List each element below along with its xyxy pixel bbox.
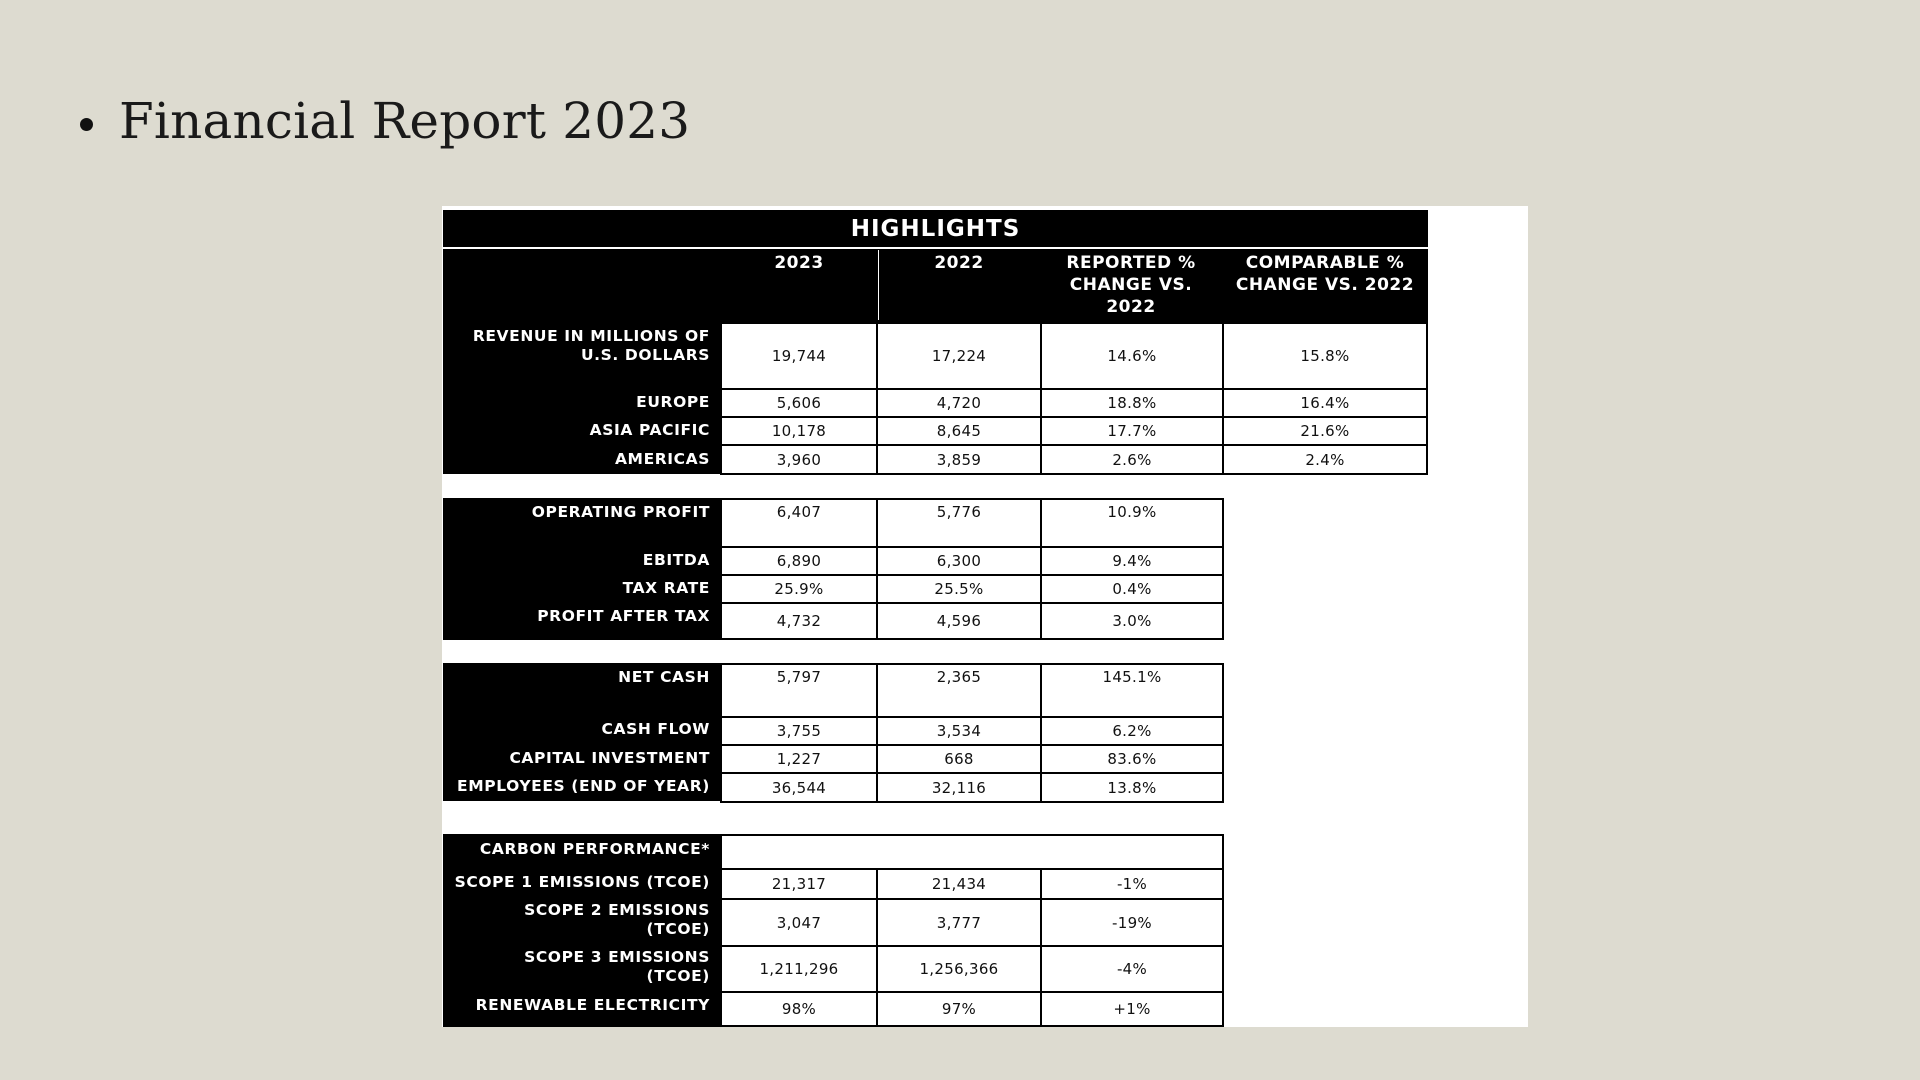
row-label: EBITDA <box>642 551 710 569</box>
table-cell: 3,047 <box>720 898 878 947</box>
row-label: RENEWABLE ELECTRICITY <box>475 996 710 1014</box>
table-cell: 32,116 <box>876 772 1042 803</box>
table-cell: 8,645 <box>876 416 1042 446</box>
table-cell: 1,227 <box>720 744 878 774</box>
row-label: CASH FLOW <box>601 720 710 738</box>
table-cell: 5,797 <box>720 663 878 718</box>
table-cell: 2,365 <box>876 663 1042 718</box>
table-cell: +1% <box>1040 991 1224 1027</box>
table-cell: 18.8% <box>1040 388 1224 418</box>
row-label: OPERATING PROFIT <box>531 503 710 521</box>
table-cell: 19,744 <box>720 322 878 390</box>
row-label: EMPLOYEES (END OF YEAR) <box>457 777 710 795</box>
table-cell: 0.4% <box>1040 574 1224 604</box>
table-cell: 145.1% <box>1040 663 1224 718</box>
row-label: CARBON PERFORMANCE* <box>479 840 710 858</box>
column-header: COMPARABLE % CHANGE VS. 2022 <box>1235 253 1415 295</box>
table-cell: -1% <box>1040 868 1224 900</box>
table-cell: 25.5% <box>876 574 1042 604</box>
carbon-blank-cell <box>720 834 1224 870</box>
table-cell: 16.4% <box>1222 388 1428 418</box>
table-cell: 15.8% <box>1222 322 1428 390</box>
column-header: REPORTED % CHANGE VS. 2022 <box>1066 253 1196 317</box>
column-header: 2022 <box>934 253 984 273</box>
row-label: SCOPE 2 EMISSIONS (TCOE) <box>524 901 710 938</box>
table-cell: 3.0% <box>1040 602 1224 640</box>
row-label: PROFIT AFTER TAX <box>537 607 710 625</box>
row-label: NET CASH <box>618 668 710 686</box>
table-cell: 4,596 <box>876 602 1042 640</box>
row-label: SCOPE 3 EMISSIONS (TCOE) <box>524 948 710 985</box>
table-cell: 36,544 <box>720 772 878 803</box>
row-label: EUROPE <box>636 393 710 411</box>
table-cell: 3,534 <box>876 716 1042 746</box>
table-cell: 10.9% <box>1040 498 1224 548</box>
slide-title-row <box>80 92 690 150</box>
table-cell: 1,211,296 <box>720 945 878 993</box>
table-cell: 6,407 <box>720 498 878 548</box>
table-cell: 3,859 <box>876 444 1042 475</box>
table-cell: 6,300 <box>876 546 1042 576</box>
table-cell: 21,317 <box>720 868 878 900</box>
table-cell: 3,960 <box>720 444 878 475</box>
table-cell: 97% <box>876 991 1042 1027</box>
table-cell: 668 <box>876 744 1042 774</box>
table-cell: 25.9% <box>720 574 878 604</box>
table-cell: 3,755 <box>720 716 878 746</box>
table-cell: 5,776 <box>876 498 1042 548</box>
page-title: Financial Report 2023 <box>119 92 691 150</box>
table-cell: 98% <box>720 991 878 1027</box>
column-header: 2023 <box>774 253 824 273</box>
table-cell: 10,178 <box>720 416 878 446</box>
table-cell: 14.6% <box>1040 322 1224 390</box>
table-cell: -4% <box>1040 945 1224 993</box>
row-label: REVENUE IN MILLIONS OF U.S. DOLLARS <box>472 327 710 364</box>
table-cell: 83.6% <box>1040 744 1224 774</box>
header-divider <box>443 247 1428 249</box>
table-cell: 17,224 <box>876 322 1042 390</box>
table-heading: HIGHLIGHTS <box>443 210 1428 248</box>
bullet-icon <box>80 118 93 131</box>
table-cell: 6.2% <box>1040 716 1224 746</box>
table-cell: 13.8% <box>1040 772 1224 803</box>
table-cell: 2.4% <box>1222 444 1428 475</box>
table-cell: 4,732 <box>720 602 878 640</box>
header-separator <box>878 250 879 320</box>
table-cell: 3,777 <box>876 898 1042 947</box>
table-cell: 21,434 <box>876 868 1042 900</box>
row-label: SCOPE 1 EMISSIONS (TCOE) <box>454 873 710 891</box>
table-cell: 6,890 <box>720 546 878 576</box>
table-cell: 2.6% <box>1040 444 1224 475</box>
row-label: TAX RATE <box>622 579 710 597</box>
row-label: ASIA PACIFIC <box>589 421 710 439</box>
table-cell: -19% <box>1040 898 1224 947</box>
table-cell: 4,720 <box>876 388 1042 418</box>
table-cell: 5,606 <box>720 388 878 418</box>
table-cell: 17.7% <box>1040 416 1224 446</box>
row-label: AMERICAS <box>614 450 710 468</box>
table-cell: 21.6% <box>1222 416 1428 446</box>
row-label: CAPITAL INVESTMENT <box>509 749 710 767</box>
table-cell: 1,256,366 <box>876 945 1042 993</box>
table-cell: 9.4% <box>1040 546 1224 576</box>
